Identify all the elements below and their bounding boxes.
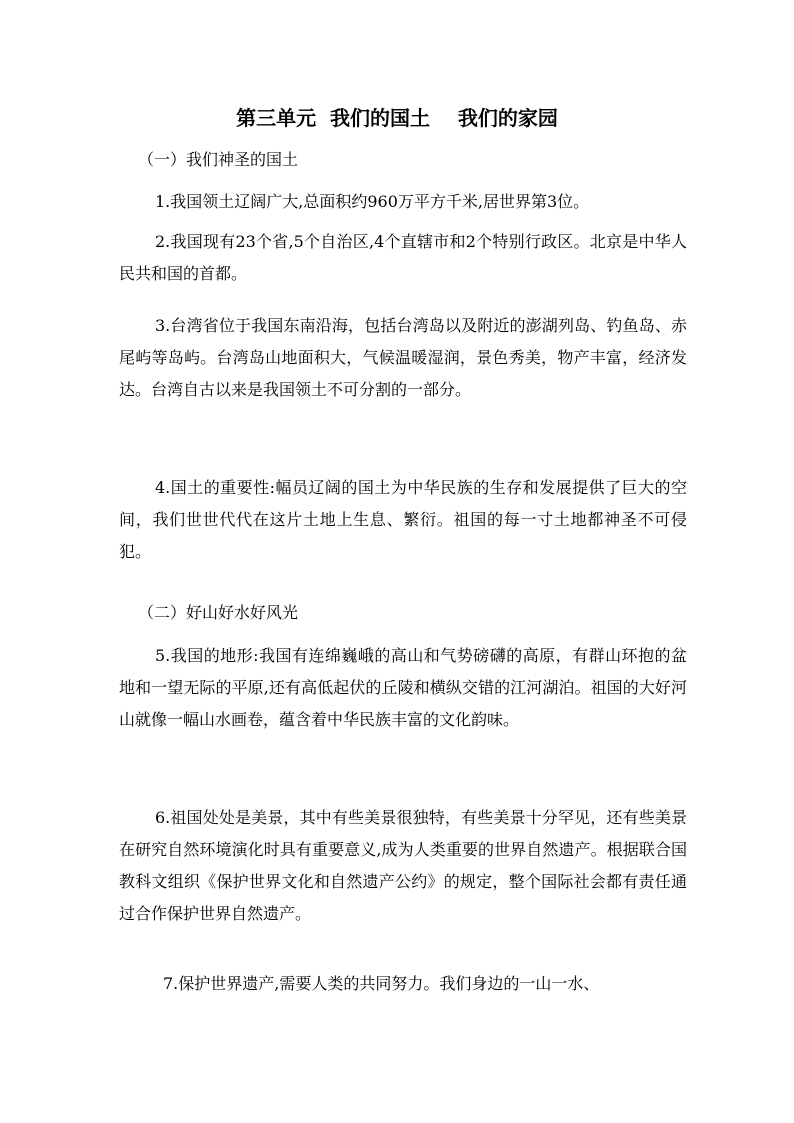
section-heading-1: （一）我们神圣的国土 (138, 150, 299, 169)
paragraph-7: 7.保护世界遗产,需要人类的共同努力。我们身边的一山一水、 (163, 974, 600, 993)
paragraph-1: 1.我国领土辽阔广大,总面积约960万平方千米,居世界第3位。 (155, 192, 590, 211)
paragraph-2: 2.我国现有23个省,5个自治区,4个直辖市和2个特别行政区。北京是中华人民共和国的首都。 (119, 232, 687, 283)
page-title: 第三单元 我们的国土 我们的家园 (236, 106, 558, 130)
paragraph-6: 6.祖国处处是美景，其中有些美景很独特，有些美景十分罕见，还有些美景在研究自然环境演化时具有重要意义,成为人类重要的世界自然遗产。根据联合国教科文组织《保护世界文化和自然遗产公约》的规定，整个国际社会都有责任通过合作保护世界自然遗产。 (119, 808, 687, 923)
paragraph-4: 4.国土的重要性:幅员辽阔的国土为中华民族的生存和发展提供了巨大的空间，我们世世代代在这片土地上生息、繁衍。祖国的每一寸土地都神圣不可侵犯。 (119, 478, 687, 561)
paragraph-5: 5.我国的地形:我国有连绵巍峨的高山和气势磅礴的高原，有群山环抱的盆地和一望无际的平原,还有高低起伏的丘陵和横纵交错的江河湖泊。祖国的大好河山就像一幅山水画卷，蕴含着中华民族丰富的文化韵味。 (119, 646, 687, 729)
section-heading-2: （二）好山好水好风光 (138, 603, 299, 622)
paragraph-3: 3.台湾省位于我国东南沿海，包括台湾岛以及附近的澎湖列岛、钓鱼岛、赤尾屿等岛屿。台湾岛山地面积大，气候温暖湿润，景色秀美，物产丰富，经济发达。台湾自古以来是我国领土不可分割的一部分。 (119, 316, 687, 399)
